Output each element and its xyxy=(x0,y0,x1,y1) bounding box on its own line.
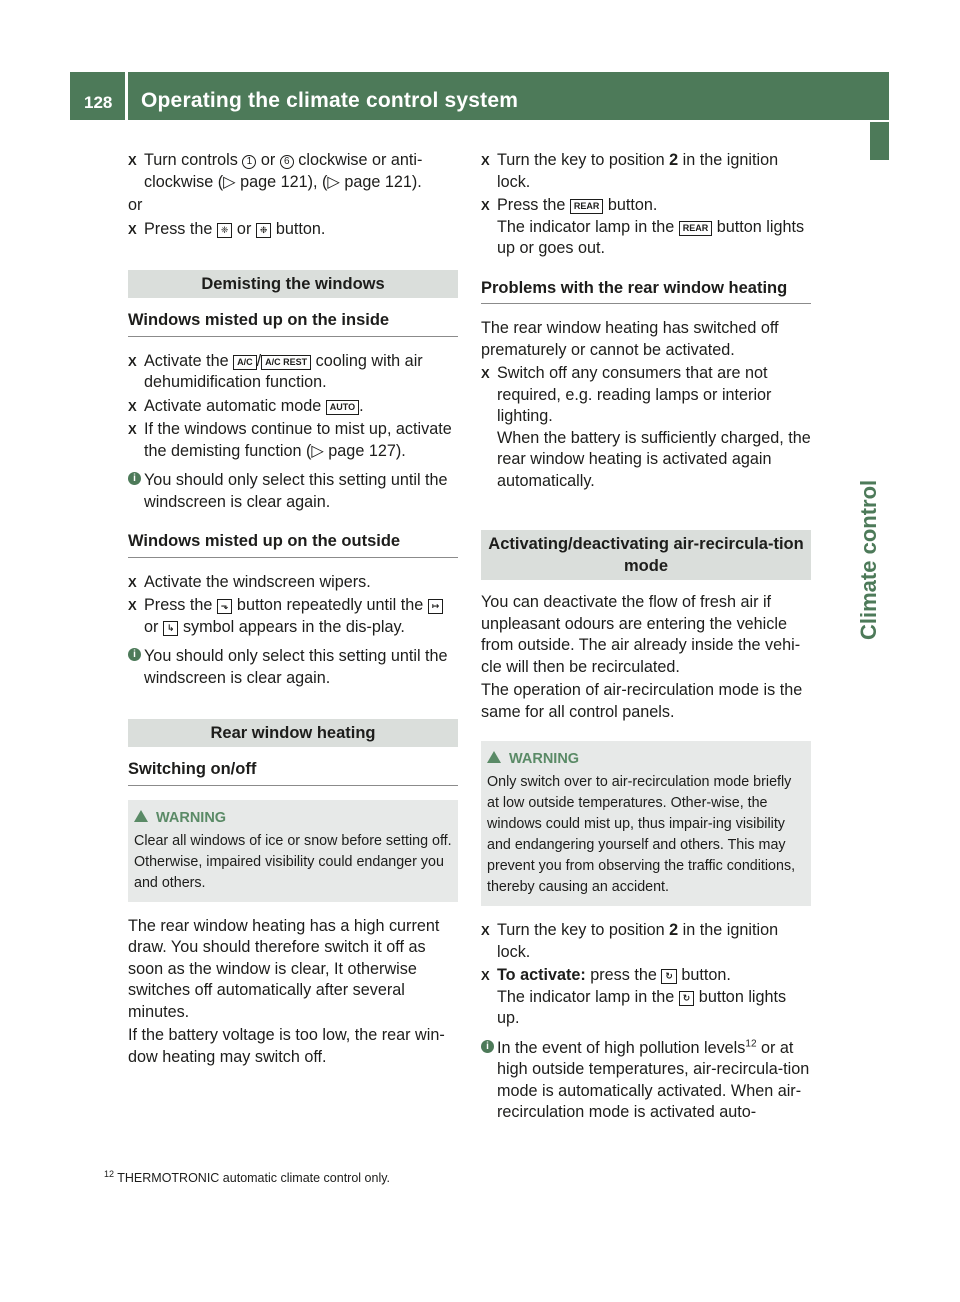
step-text: button lights up. xyxy=(497,987,787,1027)
step-arrow-icon: X xyxy=(128,353,137,369)
step-arrow-icon: X xyxy=(481,198,490,213)
step-arrow-icon: X xyxy=(128,398,137,414)
step-press-fan xyxy=(128,219,458,241)
step-text: Press the xyxy=(144,219,217,238)
info-text: You should only select this setting until the windscreen is clear again. xyxy=(144,471,448,511)
step-text: If the windows continue to mist up, activate the demisting function (▷ page 127). xyxy=(144,420,452,460)
step-ignition xyxy=(481,920,811,963)
subhead-problems: Problems with the rear window heating xyxy=(481,278,811,305)
step-text: Turn controls xyxy=(144,151,243,169)
step-text: clockwise or anti-clockwise (▷ page 121), (▷ page 121). xyxy=(144,151,423,191)
step-arrow-icon: X xyxy=(128,221,137,237)
step-text: The indicator lamp in the xyxy=(497,987,679,1006)
footnote-ref: 12 xyxy=(745,1038,757,1050)
footnote-number: 12 xyxy=(104,1168,115,1179)
left-column xyxy=(128,150,458,1070)
step-text: Switch off any consumers that are not required, e.g. reading lamps or interior lighting. xyxy=(497,364,772,425)
step-text: or xyxy=(144,617,163,636)
step-airflow xyxy=(128,595,458,638)
right-column xyxy=(481,150,811,1126)
step-text: / xyxy=(256,351,262,370)
step-text: The indicator lamp in the xyxy=(497,217,679,236)
warning-body: Only switch over to air-recirculation mode briefly at low outside temperatures. Other-wise, the windows could mist up, thus impair-ing visibility and endangering yourself and others. This may prevent you from observing the traffic conditions, thereby causing an accident. xyxy=(487,774,796,895)
recirculation-icon: ↻ xyxy=(679,991,695,1006)
warning-icon xyxy=(134,810,148,822)
step-text: button repeatedly until the xyxy=(232,596,428,614)
chapter-label: Climate control xyxy=(856,479,881,640)
airflow-footwell-icon: ↳ xyxy=(163,621,179,636)
info-text: In the event of high pollution levels xyxy=(497,1038,746,1057)
step-arrow-icon: X xyxy=(128,153,137,168)
warning-body: Clear all windows of ice or snow before setting off. Otherwise, impaired visibility could endanger you and others. xyxy=(134,832,452,891)
step-text: 2 xyxy=(669,921,679,939)
footnote-text: THERMOTRONIC automatic climate control only. xyxy=(114,1171,391,1185)
step-text: Press the xyxy=(144,596,217,614)
paragraph: You can deactivate the flow of fresh air if unpleasant odours are entering the vehicle from outside. The air already inside the vehi-cle will then be recirculated. xyxy=(481,593,801,676)
paragraph: The rear window heating has a high current draw. You should therefore switch it off as soon as the window is clear, It otherwise switches off automatically after several minutes. xyxy=(128,916,440,1021)
warning-icon xyxy=(487,751,501,763)
step-turn-controls xyxy=(128,150,458,193)
step-arrow-icon: X xyxy=(481,923,490,938)
fan-up-icon: ❈ xyxy=(217,223,233,238)
info-icon: i xyxy=(128,648,141,661)
step-arrow-icon: X xyxy=(481,153,490,168)
step-text: button. xyxy=(271,219,326,238)
step-arrow-icon: X xyxy=(481,968,490,983)
airflow-icon: ⬎ xyxy=(217,599,233,614)
step-label: To activate: xyxy=(497,966,586,984)
control-1-icon: 1 xyxy=(242,155,256,169)
section-recirculation: Activating/deactivating air-recircula-tion mode xyxy=(481,530,811,580)
subhead-outside: Windows misted up on the outside xyxy=(128,531,458,558)
page-header xyxy=(70,72,889,120)
section-demisting: Demisting the windows xyxy=(128,270,458,298)
step-arrow-icon: X xyxy=(481,366,490,381)
warning-box xyxy=(128,800,458,902)
step-ignition xyxy=(481,150,811,193)
step-text: Activate automatic mode xyxy=(144,396,326,415)
recirculation-icon: ↻ xyxy=(661,969,677,984)
ac-rest-icon: A/C REST xyxy=(261,355,311,370)
section-rear-heating: Rear window heating xyxy=(128,719,458,747)
page-number: 128 xyxy=(84,93,113,112)
step-text: Turn the key to position xyxy=(497,921,670,939)
paragraph: If the battery voltage is too low, the rear win-dow heating may switch off. xyxy=(128,1026,445,1066)
step-activate-ac xyxy=(128,351,458,394)
info-text: You should only select this setting until the windscreen is clear again. xyxy=(144,647,448,687)
warning-box xyxy=(481,741,811,906)
rear-window-heating-icon: REAR xyxy=(679,221,713,236)
fan-down-icon: ❉ xyxy=(256,223,272,238)
warning-title xyxy=(487,749,805,770)
info-outside xyxy=(128,646,458,689)
step-text: press the xyxy=(585,966,662,984)
subhead-switching: Switching on/off xyxy=(128,759,458,786)
step-text: in the ignition lock. xyxy=(497,921,779,961)
step-text: button lights up or goes out. xyxy=(497,217,805,257)
rear-window-heating-icon: REAR xyxy=(570,199,604,214)
step-arrow-icon: X xyxy=(128,598,137,613)
step-text: cooling with air dehumidification function. xyxy=(144,351,423,391)
paragraph: The rear window heating has switched off prematurely or cannot be activated. xyxy=(481,319,779,359)
step-text: When the battery is sufficiently charged, the rear window heating is activated again automatically. xyxy=(497,428,811,490)
step-text: Activate the windscreen wipers. xyxy=(144,572,371,591)
ac-icon: A/C xyxy=(233,355,257,370)
footnote xyxy=(104,1168,390,1190)
step-text: Turn the key to position xyxy=(497,151,670,169)
paragraph: The operation of air-recirculation mode is the same for all control panels. xyxy=(481,681,803,721)
airflow-windscreen-icon: ↦ xyxy=(428,599,444,614)
info-icon: i xyxy=(128,472,141,485)
or-text: or xyxy=(128,196,143,214)
warning-title xyxy=(134,808,452,829)
step-text: button. xyxy=(603,196,658,214)
info-pollution xyxy=(481,1038,811,1124)
control-6-icon: 6 xyxy=(280,155,294,169)
info-text: or at high outside temperatures, air-recircula-tion mode is automatically activated. When air-recirculation mode is activated auto- xyxy=(497,1038,810,1121)
step-arrow-icon: X xyxy=(128,422,137,437)
step-wipers xyxy=(128,572,458,594)
warning-label: WARNING xyxy=(156,809,227,826)
step-text: in the ignition lock. xyxy=(497,151,779,191)
step-auto-mode xyxy=(128,396,458,418)
step-text: or xyxy=(232,219,256,238)
step-text: symbol appears in the dis-play. xyxy=(178,617,405,636)
warning-label: WARNING xyxy=(509,751,580,767)
info-icon: i xyxy=(481,1040,494,1053)
step-consumers xyxy=(481,363,811,492)
side-tab-marker xyxy=(870,122,889,160)
step-rear-button xyxy=(481,195,811,260)
step-text: button. xyxy=(676,966,731,984)
step-text: . xyxy=(359,396,364,415)
auto-icon: AUTO xyxy=(326,400,359,415)
subhead-inside: Windows misted up on the inside xyxy=(128,310,458,337)
info-inside xyxy=(128,470,458,513)
page-title: Operating the climate control system xyxy=(141,89,519,112)
step-activate-recirc xyxy=(481,965,811,1030)
step-text: Press the xyxy=(497,196,570,214)
step-text: Activate the xyxy=(144,351,234,370)
step-demist-function xyxy=(128,419,458,462)
step-text: 2 xyxy=(669,151,679,169)
step-text: or xyxy=(256,151,280,169)
header-divider xyxy=(125,72,128,120)
step-arrow-icon: X xyxy=(128,574,137,590)
